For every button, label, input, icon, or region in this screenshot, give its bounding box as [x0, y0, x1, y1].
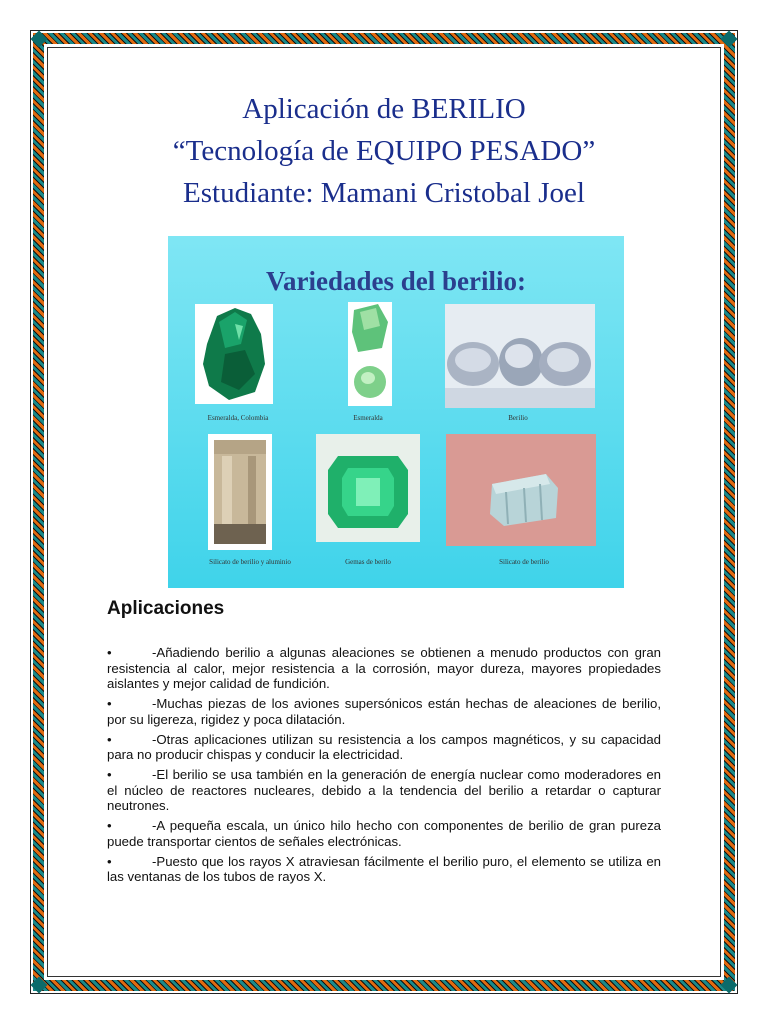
application-text: -Muchas piezas de los aviones supersónicos están hechas de aleaciones de berilio, por su ligereza, rigidez y poca dilatación.: [107, 696, 661, 727]
title-line-2: “Tecnología de EQUIPO PESADO”: [172, 135, 596, 167]
beryllium-photo: [445, 304, 595, 408]
caption-emerald-colombia: Esmeralda, Colombia: [207, 414, 269, 422]
title-line-1: Aplicación de BERILIO: [242, 93, 526, 125]
applications-list: [107, 645, 661, 889]
application-text: -Puesto que los rayos X atraviesan fácilmente el berilio puro, el elemento se utiliza en las ventanas de los tubos de rayos X.: [107, 853, 661, 884]
beryl-varieties-figure: [168, 236, 624, 588]
application-text: -Otras aplicaciones utilizan su resistencia a los campos magnéticos, y su capacidad para no producir chispas y conducir la electricidad.: [107, 731, 661, 762]
beryllium-silicate-photo: [446, 434, 596, 546]
caption-beryl-aluminium-silicate: Silicato de berilio y aluminio: [209, 558, 291, 566]
bullet: •: [107, 767, 112, 782]
application-text: -El berilio se usa también en la generación de energía nuclear como moderadores en el núcleo de reactores nucleares, debido a la tendencia del berilio a retardar o capturar neutrones.: [107, 767, 661, 813]
caption-emerald: Esmeralda: [353, 414, 383, 422]
caption-beryllium-silicate: Silicato de berilio: [499, 558, 549, 566]
section-heading-applications: Aplicaciones: [107, 598, 225, 619]
list-item: [107, 818, 661, 849]
application-text: -A pequeña escala, un único hilo hecho con componentes de berilio de gran pureza puede transportar cientos de señales electrónicas.: [107, 818, 661, 849]
document-title: [60, 88, 708, 214]
list-item: [107, 767, 661, 814]
beryl-gems-photo: [316, 434, 420, 542]
caption-beryllium: Berilio: [508, 414, 528, 422]
list-item: [107, 732, 661, 763]
list-item: [107, 645, 661, 692]
emerald-colombia-photo: [195, 304, 273, 404]
list-item: [107, 854, 661, 885]
bullet: •: [107, 696, 112, 711]
bullet: •: [107, 853, 112, 869]
beryl-aluminium-silicate-photo: [208, 434, 272, 550]
bullet: •: [107, 645, 112, 660]
caption-beryl-gems: Gemas de berilo: [345, 558, 391, 566]
application-text: -Añadiendo berilio a algunas aleaciones se obtienen a menudo productos con gran resistencia al calor, mejor resistencia a la corrosión, mayor dureza, mayores propiedades aislantes y mejor calidad de fundición.: [107, 645, 661, 691]
title-line-3: Estudiante: Mamani Cristobal Joel: [183, 177, 585, 209]
bullet: •: [107, 731, 112, 747]
list-item: [107, 696, 661, 727]
bullet: •: [107, 818, 112, 833]
figure-title: Variedades del berilio:: [266, 266, 526, 296]
emerald-photo: [348, 302, 392, 406]
